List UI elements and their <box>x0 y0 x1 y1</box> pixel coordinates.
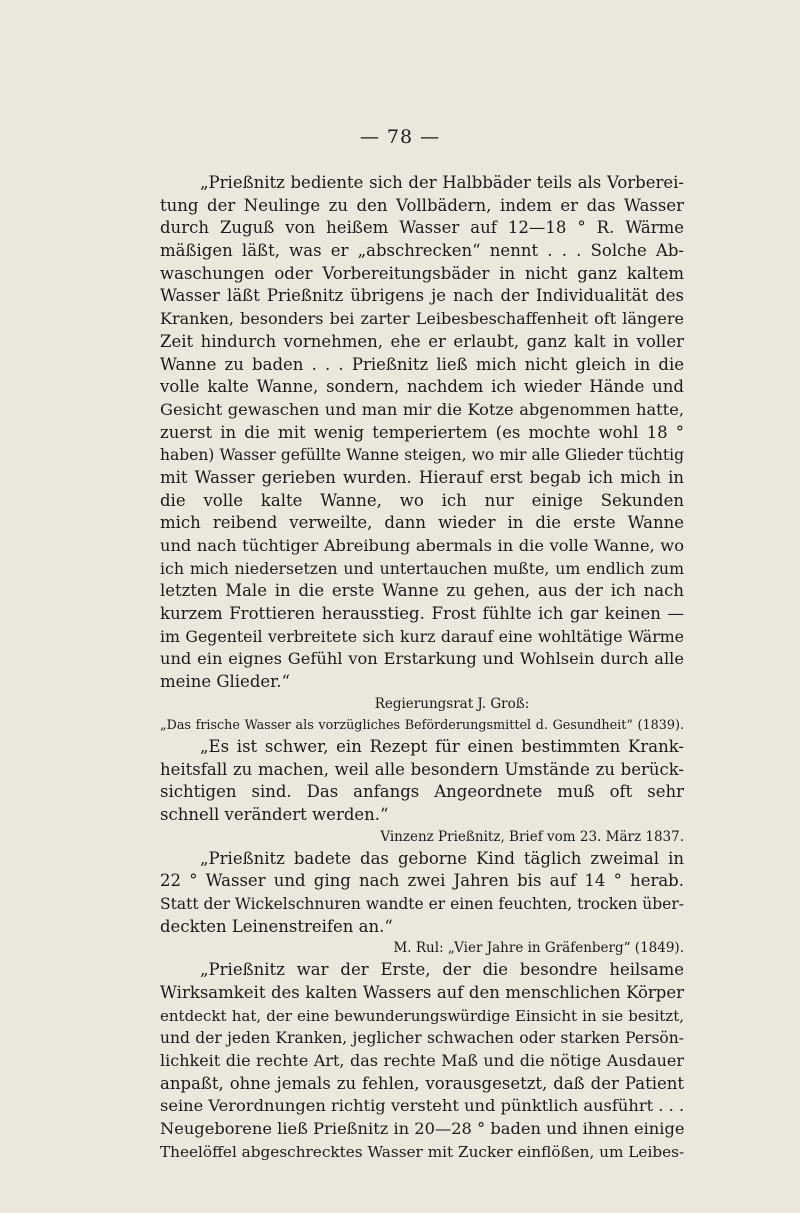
text-line: „Es ist schwer, ein Rezept für einen bestimmten Krank- <box>200 736 684 756</box>
citation: M. Rul: „Vier Jahre in Gräfenberg“ (1849). <box>393 940 684 957</box>
text-line: Wasser läßt Prießnitz übrigens je nach der Individualität des <box>160 286 684 306</box>
text-line: Theelöffel abgeschrecktes Wasser mit Zucker einflößen, um Leibes- <box>160 1142 684 1161</box>
text-line: „Prießnitz war der Erste, der die besondre heilsame <box>200 960 684 980</box>
text-line: im Gegenteil verbreitete sich kurz darauf eine wohltätige Wärme <box>160 626 684 646</box>
text-line: Zeit hindurch vornehmen, ehe er erlaubt, ganz kalt in voller <box>160 331 684 351</box>
text-line: volle kalte Wanne, sondern, nachdem ich wieder Hände und <box>160 377 684 397</box>
text-line: deckten Leinenstreifen an.“ <box>160 916 393 936</box>
text-line: ich mich niedersetzen und untertauchen mußte, um endlich zum <box>160 558 684 578</box>
text-line: „Prießnitz badete das geborne Kind täglich zweimal in <box>200 848 684 868</box>
text-line: letzten Male in die erste Wanne zu gehen, aus der ich nach <box>160 581 684 601</box>
text-line: sichtigen sind. Das anfangs Angeordnete muß oft sehr <box>160 782 684 802</box>
text-line: durch Zuguß von heißem Wasser auf 12—18 ° R. Wärme <box>160 218 684 238</box>
citation-source: „Das frische Wasser als vorzügliches Beförderungsmittel d. Gesundheit“ (1839). <box>160 717 684 733</box>
citation-author: Regierungsrat J. Groß: <box>374 695 530 712</box>
text-line: schnell verändert werden.“ <box>160 804 389 824</box>
text-line: lichkeit die rechte Art, das rechte Maß und die nötige Ausdauer <box>160 1051 684 1071</box>
page-number: — 78 — <box>359 126 441 148</box>
text-line: mäßigen läßt, was er „abschrecken“ nennt . . . Solche Ab- <box>160 241 684 261</box>
text-line: die volle kalte Wanne, wo ich nur einige Sekunden <box>160 490 684 510</box>
text-line: Gesicht gewaschen und man mir die Kotze abgenommen hatte, <box>160 399 684 419</box>
text-line: Neugeborene ließ Prießnitz in 20—28 ° baden und ihnen einige <box>160 1119 684 1139</box>
text-line: seine Verordnungen richtig versteht und pünktlich ausführt . . . <box>160 1096 684 1116</box>
text-line: anpaßt, ohne jemals zu fehlen, vorausgesetzt, daß der Patient <box>160 1073 684 1093</box>
text-line: „Prießnitz bediente sich der Halbbäder teils als Vorberei- <box>200 173 684 192</box>
citation: Vinzenz Prießnitz, Brief vom 23. März 1837. <box>380 828 684 845</box>
body-text <box>160 172 684 1164</box>
text-line: haben) Wasser gefüllte Wanne steigen, wo mir alle Glieder tüchtig <box>160 446 684 465</box>
text-line: und nach tüchtiger Abreibung abermals in die volle Wanne, wo <box>160 536 684 555</box>
quote-block-4 <box>160 959 684 1163</box>
text-line: Kranken, besonders bei zarter Leibesbeschaffenheit oft längere <box>160 309 684 329</box>
text-line: heitsfall zu machen, weil alle besondern Umstände zu berück- <box>160 759 684 779</box>
text-line: Wanne zu baden . . . Prießnitz ließ mich nicht gleich in die <box>160 354 684 374</box>
text-line: waschungen oder Vorbereitungsbäder in nicht ganz kaltem <box>160 263 684 283</box>
text-line: Wirksamkeit des kalten Wassers auf den menschlichen Körper <box>160 983 684 1002</box>
text-line: 22 ° Wasser und ging nach zwei Jahren bis auf 14 ° herab. <box>160 871 684 891</box>
text-line: tung der Neulinge zu den Vollbädern, indem er das Wasser <box>160 195 684 215</box>
quote-block-3 <box>160 848 684 960</box>
text-line: zuerst in die mit wenig temperiertem (es mochte wohl 18 ° <box>160 422 684 442</box>
quote-block-1 <box>160 172 684 736</box>
text-line: und der jeden Kranken, jeglicher schwachen oder starken Persön- <box>160 1029 684 1048</box>
text-line: kurzem Frottieren herausstieg. Frost fühlte ich gar keinen — <box>160 604 684 624</box>
text-line: Statt der Wickelschnuren wandte er einen feuchten, trocken über- <box>160 894 684 913</box>
text-line: und ein eignes Gefühl von Erstarkung und Wohlsein durch alle <box>160 649 684 669</box>
text-line: meine Glieder.“ <box>160 672 290 692</box>
quote-block-2 <box>160 736 684 848</box>
text-line: mich reibend verweilte, dann wieder in die erste Wanne <box>160 513 684 533</box>
text-line: entdeckt hat, der eine bewunderungswürdige Einsicht in sie besitzt, <box>160 1006 684 1025</box>
text-line: mit Wasser gerieben wurden. Hierauf erst begab ich mich in <box>160 467 684 487</box>
